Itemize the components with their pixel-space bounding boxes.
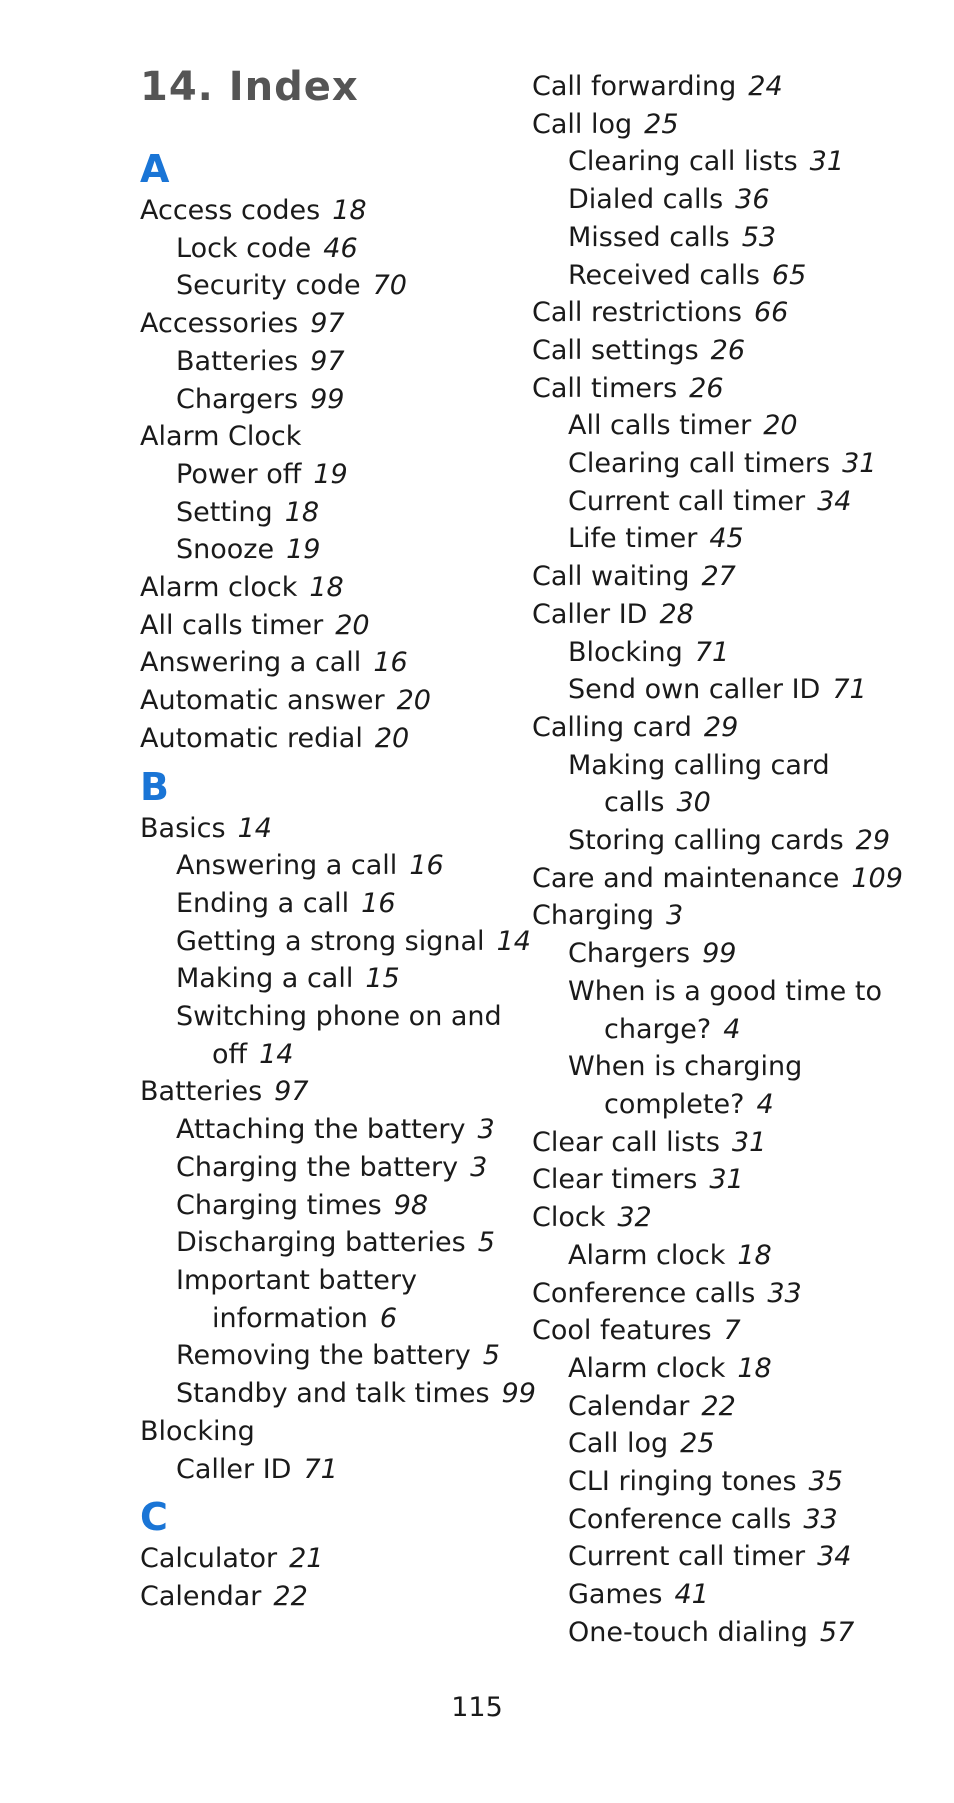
- index-letter-heading: A: [140, 147, 170, 191]
- index-term: Storing calling cards: [568, 825, 844, 857]
- index-page-ref: 99: [310, 383, 345, 415]
- index-subentry: [176, 381, 536, 419]
- index-subentry: [568, 1425, 903, 1463]
- index-term: Games: [568, 1579, 663, 1611]
- index-subentry: [176, 1262, 536, 1300]
- index-entry-continuation: [604, 1011, 903, 1049]
- index-term: Clearing call lists: [568, 146, 798, 178]
- index-page-ref: 16: [409, 850, 444, 882]
- index-page-ref: 18: [309, 572, 344, 604]
- index-subentry: [176, 1451, 536, 1489]
- index-term: Answering a call: [176, 850, 398, 882]
- index-term: Clear call lists: [532, 1126, 720, 1158]
- index-subentry: [176, 1149, 536, 1187]
- index-page-ref: 53: [741, 221, 777, 253]
- index-page-ref: 5: [477, 1227, 495, 1259]
- index-term: Chargers: [176, 383, 299, 415]
- index-term: Current call timer: [568, 1541, 806, 1573]
- index-letter-heading: B: [140, 764, 169, 809]
- index-entry-continuation: [212, 1300, 536, 1338]
- index-subentry: [176, 847, 536, 885]
- index-page-ref: 71: [832, 674, 867, 706]
- index-entry-continuation: [604, 1086, 903, 1124]
- index-term: Chargers: [568, 938, 691, 970]
- page-number: 115: [451, 1692, 503, 1723]
- index-term: Calendar: [140, 1580, 262, 1612]
- index-page-ref: 35: [808, 1466, 843, 1498]
- index-page-ref: 28: [659, 598, 694, 630]
- index-subentry: [568, 747, 903, 785]
- index-term: Received calls: [568, 259, 760, 291]
- index-subentry: [176, 456, 536, 494]
- index-page-ref: 3: [477, 1114, 495, 1146]
- index-page-ref: 14: [496, 925, 531, 957]
- index-term: Power off: [176, 458, 302, 490]
- index-term: Calling card: [532, 711, 692, 743]
- index-term: Answering a call: [140, 647, 362, 679]
- index-subentry: [176, 494, 536, 532]
- index-term: Dialed calls: [568, 184, 724, 216]
- index-page-ref: 25: [644, 108, 679, 140]
- index-entry: [532, 860, 903, 898]
- index-entry: [532, 106, 903, 144]
- index-subentry: [568, 634, 903, 672]
- index-page-ref: 16: [373, 647, 408, 679]
- index-term: information: [212, 1302, 368, 1334]
- index-term: Standby and talk times: [176, 1378, 490, 1410]
- index-subentry: [568, 1350, 903, 1388]
- index-term: Caller ID: [532, 598, 648, 630]
- index-term: Conference calls: [568, 1503, 792, 1535]
- index-subentry: [568, 973, 903, 1011]
- index-page-ref: 20: [763, 410, 798, 442]
- index-entry: [140, 682, 536, 720]
- index-subentry: [568, 935, 903, 973]
- index-subentry: [176, 1111, 536, 1149]
- index-term: Automatic redial: [140, 722, 363, 754]
- index-term: Switching phone on and: [176, 1001, 502, 1033]
- index-page-ref: 25: [680, 1428, 715, 1460]
- index-page-ref: 4: [723, 1013, 741, 1045]
- index-entry: [140, 1540, 536, 1578]
- index-term: CLI ringing tones: [568, 1466, 797, 1498]
- index-term: One-touch dialing: [568, 1616, 808, 1648]
- index-page-ref: 97: [310, 308, 345, 340]
- index-term: Making calling card: [568, 749, 830, 781]
- index-page-ref: 18: [737, 1352, 772, 1384]
- index-subentry: [176, 960, 536, 998]
- index-term: Batteries: [176, 345, 299, 377]
- index-term: Batteries: [140, 1076, 263, 1108]
- index-entry: [532, 596, 903, 634]
- index-term: off: [212, 1038, 248, 1070]
- index-entry: [140, 1073, 536, 1111]
- index-page-ref: 19: [313, 458, 348, 490]
- index-page-ref: 16: [361, 887, 396, 919]
- index-term: All calls timer: [568, 410, 752, 442]
- index-page-ref: 19: [286, 534, 321, 566]
- index-entry: [140, 305, 536, 343]
- index-subentry: [568, 445, 903, 483]
- index-subentry: [568, 822, 903, 860]
- index-term: Call restrictions: [532, 297, 742, 329]
- index-subentry: [568, 671, 903, 709]
- index-entry: [532, 370, 903, 408]
- index-term: Call log: [532, 108, 633, 140]
- index-entry: [140, 810, 536, 848]
- index-page-ref: 31: [709, 1164, 744, 1196]
- index-term: Conference calls: [532, 1277, 756, 1309]
- index-letter-heading: C: [140, 1495, 168, 1540]
- index-term: Security code: [176, 270, 361, 302]
- index-subentry: [176, 998, 536, 1036]
- index-page-ref: 20: [335, 609, 370, 641]
- index-term: Setting: [176, 496, 273, 528]
- index-entry: [532, 1312, 903, 1350]
- index-subentry: [568, 1538, 903, 1576]
- index-subentry: [568, 219, 903, 257]
- index-term: Charging times: [176, 1189, 382, 1221]
- index-page-ref: 33: [803, 1503, 838, 1535]
- index-column-right: [532, 68, 903, 1652]
- index-subentry: [176, 885, 536, 923]
- index-entry: [140, 644, 536, 682]
- index-page-ref: 6: [379, 1302, 398, 1334]
- index-page-ref: 31: [731, 1126, 767, 1158]
- index-page-ref: 99: [501, 1378, 536, 1410]
- index-term: Clock: [532, 1202, 606, 1234]
- index-page-ref: 31: [842, 448, 877, 480]
- index-page-ref: 99: [702, 938, 737, 970]
- index-subentry: [176, 923, 536, 961]
- index-subentry: [176, 531, 536, 569]
- page-title: 14. Index: [140, 64, 359, 110]
- index-page-ref: 45: [709, 523, 744, 555]
- index-term: Blocking: [140, 1415, 255, 1447]
- index-term: Call log: [568, 1428, 669, 1460]
- index-page-ref: 20: [396, 685, 431, 717]
- index-term: Missed calls: [568, 221, 730, 253]
- index-term: Lock code: [176, 232, 312, 264]
- index-page-ref: 31: [809, 146, 845, 178]
- index-term: Charging: [532, 900, 655, 932]
- index-entry: [140, 569, 536, 607]
- index-page-ref: 34: [817, 1541, 852, 1573]
- index-page-ref: 18: [332, 195, 367, 226]
- index-subentry: [176, 230, 536, 268]
- index-term: Call forwarding: [532, 71, 737, 102]
- index-entry: [532, 558, 903, 596]
- index-entry: [532, 1275, 903, 1313]
- index-term: calls: [604, 787, 665, 819]
- index-term: Cool features: [532, 1315, 712, 1347]
- index-term: Ending a call: [176, 887, 350, 919]
- index-subentry: [568, 1237, 903, 1275]
- index-term: Call settings: [532, 334, 699, 366]
- index-entry-continuation: [604, 784, 903, 822]
- index-term: Alarm Clock: [140, 421, 302, 453]
- index-term: Accessories: [140, 308, 299, 340]
- index-page-ref: 71: [694, 636, 730, 668]
- index-column-left: [140, 147, 536, 1616]
- index-page-ref: 34: [817, 485, 852, 517]
- index-entry: [140, 720, 536, 758]
- index-page-ref: 71: [303, 1453, 338, 1485]
- index-term: charge?: [604, 1013, 712, 1045]
- index-page-ref: 15: [365, 963, 400, 995]
- index-page-ref: 36: [735, 184, 770, 216]
- index-page-ref: 65: [771, 259, 807, 291]
- index-term: Charging the battery: [176, 1151, 459, 1183]
- index-term: Care and maintenance: [532, 862, 840, 894]
- index-term: Making a call: [176, 963, 354, 995]
- index-page-ref: 98: [393, 1189, 429, 1221]
- index-term: When is charging: [568, 1051, 803, 1083]
- index-page-ref: 46: [323, 232, 358, 264]
- index-term: Access codes: [140, 195, 321, 226]
- index-term: Life timer: [568, 523, 698, 555]
- index-page-ref: 32: [617, 1202, 652, 1234]
- index-subentry: [176, 1375, 536, 1413]
- index-page-ref: 97: [274, 1076, 309, 1108]
- index-term: Discharging batteries: [176, 1227, 466, 1259]
- index-entry-continuation: [212, 1036, 536, 1074]
- index-term: Basics: [140, 812, 226, 844]
- index-page-ref: 14: [259, 1038, 294, 1070]
- index-subentry: [568, 1501, 903, 1539]
- index-subentry: [176, 1224, 536, 1262]
- index-page-ref: 5: [482, 1340, 500, 1372]
- index-page-ref: 66: [754, 297, 789, 329]
- index-page-ref: 20: [374, 722, 410, 754]
- index-page-ref: 22: [701, 1390, 736, 1422]
- index-subentry: [568, 1463, 903, 1501]
- index-subentry: [176, 1337, 536, 1375]
- index-term: Current call timer: [568, 485, 806, 517]
- index-term: Snooze: [176, 534, 275, 566]
- index-subentry: [568, 1048, 903, 1086]
- index-term: Removing the battery: [176, 1340, 471, 1372]
- index-page-ref: 109: [851, 862, 903, 894]
- index-page-ref: 26: [689, 372, 724, 404]
- index-entry: [532, 1161, 903, 1199]
- index-entry: [532, 897, 903, 935]
- index-page-ref: 30: [676, 787, 711, 819]
- index-page-ref: 14: [237, 812, 272, 844]
- index-page-ref: 70: [372, 270, 407, 302]
- index-page-ref: 41: [674, 1579, 709, 1611]
- index-subentry: [176, 1187, 536, 1225]
- index-page-ref: 26: [710, 334, 746, 366]
- index-subentry: [568, 257, 903, 295]
- index-term: Caller ID: [176, 1453, 292, 1485]
- index-term: All calls timer: [140, 609, 324, 641]
- index-entry: [532, 294, 903, 332]
- index-entry: [532, 1199, 903, 1237]
- index-page-ref: 18: [284, 496, 320, 528]
- index-page-ref: 3: [470, 1151, 488, 1183]
- index-term: Automatic answer: [140, 685, 385, 717]
- index-term: complete?: [604, 1088, 745, 1120]
- index-subentry: [568, 1614, 903, 1652]
- index-term: Calendar: [568, 1390, 690, 1422]
- index-term: Important battery: [176, 1264, 417, 1296]
- index-page-ref: 21: [289, 1543, 324, 1575]
- index-page-ref: 3: [666, 900, 684, 932]
- index-page-ref: 24: [748, 71, 783, 102]
- index-entry: [532, 68, 903, 106]
- index-term: When is a good time to: [568, 975, 882, 1007]
- index-term: Alarm clock: [568, 1239, 726, 1271]
- index-subentry: [568, 407, 903, 445]
- index-page-ref: 7: [723, 1315, 741, 1347]
- index-entry: [140, 1578, 536, 1616]
- index-entry: [140, 192, 536, 230]
- index-subentry: [568, 483, 903, 521]
- index-subentry: [568, 1388, 903, 1426]
- index-page-ref: 57: [819, 1616, 855, 1648]
- index-term: Call waiting: [532, 561, 690, 593]
- index-page-ref: 33: [767, 1277, 802, 1309]
- index-page-ref: 4: [756, 1088, 774, 1120]
- index-term: Clearing call timers: [568, 448, 831, 480]
- index-page-ref: 27: [701, 561, 736, 593]
- index-subentry: [568, 181, 903, 219]
- index-term: Call timers: [532, 372, 678, 404]
- index-subentry: [176, 343, 536, 381]
- index-term: Blocking: [568, 636, 683, 668]
- index-subentry: [568, 520, 903, 558]
- index-term: Send own caller ID: [568, 674, 821, 706]
- index-subentry: [568, 143, 903, 181]
- index-entry: [140, 607, 536, 645]
- index-page-ref: 22: [273, 1580, 308, 1612]
- index-entry: [532, 709, 903, 747]
- index-subentry: [176, 267, 536, 305]
- index-page-ref: 29: [703, 711, 739, 743]
- index-term: Attaching the battery: [176, 1114, 466, 1146]
- index-page-ref: 18: [737, 1239, 772, 1271]
- index-subentry: [568, 1576, 903, 1614]
- index-term: Alarm clock: [140, 572, 298, 604]
- index-term: Calculator: [140, 1543, 278, 1575]
- index-entry: [532, 332, 903, 370]
- index-term: Clear timers: [532, 1164, 698, 1196]
- index-entry: [140, 1413, 536, 1451]
- index-entry: [140, 418, 536, 456]
- index-page-ref: 29: [855, 825, 890, 857]
- index-page-ref: 97: [310, 345, 345, 377]
- index-term: Alarm clock: [568, 1352, 726, 1384]
- index-term: Getting a strong signal: [176, 925, 485, 957]
- index-entry: [532, 1124, 903, 1162]
